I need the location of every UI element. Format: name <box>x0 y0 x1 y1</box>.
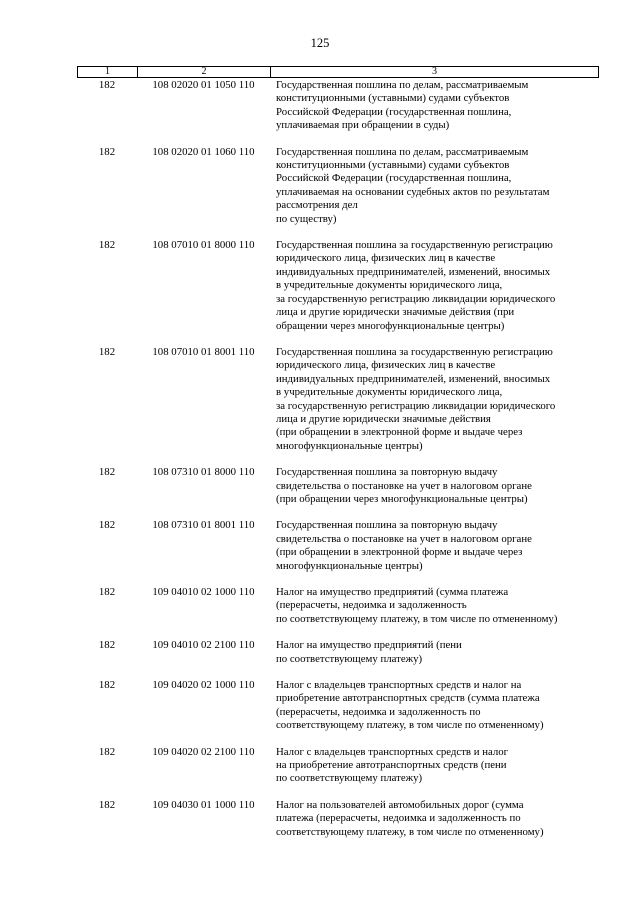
description-cell <box>270 519 599 573</box>
description-cell <box>270 466 599 506</box>
header-col-3: 3 <box>432 66 437 77</box>
description-line: Государственная пошлина по делам, рассматриваемым <box>276 145 529 158</box>
budget-code-cell: 108 07310 01 8000 110 <box>152 466 255 479</box>
admin-code-cell: 182 <box>98 639 116 652</box>
budget-code-cell: 109 04010 02 1000 110 <box>152 586 255 598</box>
description-line: Налог на имущество предприятий (сумма платежа <box>276 586 509 598</box>
description-line: Налог с владельцев транспортных средств и налог <box>276 745 509 758</box>
budget-code-cell: 108 07010 01 8000 110 <box>152 239 255 252</box>
description-line: уплачиваемая на основании судебных актов по результатам <box>276 185 550 198</box>
description-line: конституционными (уставными) судами субъектов <box>276 92 510 105</box>
description-line: (при обращении через многофункциональные центры) <box>276 492 528 505</box>
page-number: 125 <box>310 36 330 50</box>
table-row <box>77 799 599 839</box>
table-row <box>77 146 599 226</box>
description-line: (перерасчеты, недоимка и задолженность <box>276 599 467 612</box>
description-line: Государственная пошлина за повторную выдачу <box>276 519 498 532</box>
description-line: за государственную регистрацию ликвидации юридического <box>276 292 556 305</box>
table-row <box>77 466 599 506</box>
description-cell <box>270 239 599 333</box>
description-line: юридического лица, физических лиц в качестве <box>276 359 496 372</box>
admin-code-cell: 182 <box>98 679 116 692</box>
admin-code-cell: 182 <box>98 145 116 158</box>
description-line: по соответствующему платежу) <box>276 772 423 785</box>
table-header-row <box>77 66 599 78</box>
admin-code-cell: 182 <box>98 345 116 358</box>
description-line: рассмотрения дел <box>276 199 358 212</box>
budget-code-cell: 109 04010 02 2100 110 <box>152 639 255 652</box>
description-line: юридического лица, физических лиц в качестве <box>276 252 496 265</box>
description-line: Государственная пошлина по делам, рассматриваемым <box>276 79 529 91</box>
description-line: платежа (перерасчеты, недоимка и задолженность по <box>276 812 521 825</box>
description-line: свидетельства о постановке на учет в налоговом органе <box>276 532 532 545</box>
description-line: по существу) <box>276 212 337 225</box>
header-col-2: 2 <box>138 67 271 77</box>
description-line: Государственная пошлина за государственную регистрацию <box>276 345 553 358</box>
admin-code-cell: 182 <box>98 745 116 758</box>
description-line: соответствующему платежу, в том числе по отмененному) <box>276 825 544 838</box>
table-row <box>77 746 599 786</box>
description-line: Государственная пошлина за повторную выдачу <box>276 466 498 479</box>
description-line: Государственная пошлина за государственную регистрацию <box>276 239 553 252</box>
description-line: в учредительные документы юридического лица, <box>276 279 503 292</box>
description-line: в учредительные документы юридического лица, <box>276 386 503 399</box>
table-row <box>77 346 599 453</box>
description-line: по соответствующему платежу, в том числе по отмененному) <box>276 612 558 625</box>
description-line: свидетельства о постановке на учет в налоговом органе <box>276 479 532 492</box>
description-line: (перерасчеты, недоимка и задолженность по <box>276 705 481 718</box>
budget-code-cell: 109 04020 02 2100 110 <box>152 745 255 758</box>
description-line: приобретение автотранспортных средств (сумма платежа <box>276 692 540 705</box>
description-line: соответствующему платежу, в том числе по отмененному) <box>276 719 544 732</box>
description-cell <box>270 79 599 133</box>
description-line: по соответствующему платежу) <box>276 652 423 665</box>
description-line: многофункциональные центры) <box>276 439 423 452</box>
description-line: конституционными (уставными) судами субъектов <box>276 159 510 172</box>
description-cell <box>270 746 599 786</box>
description-line: многофункциональные центры) <box>276 559 423 572</box>
description-cell <box>270 679 599 733</box>
table-row <box>77 639 599 666</box>
header-col-1: 1 <box>78 67 138 77</box>
description-line: уплачиваемая при обращении в суды) <box>276 119 450 132</box>
description-line: (при обращении в электронной форме и выдаче через <box>276 426 523 439</box>
table-row <box>77 679 599 733</box>
admin-code-cell: 182 <box>98 239 116 252</box>
table-row <box>77 586 599 626</box>
description-cell <box>270 346 599 453</box>
description-line: Российской Федерации (государственная пошлина, <box>276 172 512 185</box>
description-cell <box>270 799 599 839</box>
description-line: Налог на пользователей автомобильных дорог (сумма <box>276 798 524 811</box>
table-row <box>77 519 599 573</box>
table-row <box>77 79 599 133</box>
description-line: индивидуальных предпринимателей, изменений, вносимых <box>276 372 551 385</box>
description-line: индивидуальных предпринимателей, изменений, вносимых <box>276 265 551 278</box>
description-line: Налог на имущество предприятий (пени <box>276 639 462 652</box>
description-line: Российской Федерации (государственная пошлина, <box>276 105 512 118</box>
description-line: за государственную регистрацию ликвидации юридического <box>276 399 556 412</box>
description-cell <box>270 639 599 666</box>
description-cell <box>270 586 599 626</box>
admin-code-cell: 182 <box>98 519 116 532</box>
description-line: (при обращении в электронной форме и выдаче через <box>276 546 523 559</box>
description-line: лица и другие юридически значимые действия <box>276 412 491 425</box>
admin-code-cell: 182 <box>98 79 116 91</box>
description-line: лица и другие юридически значимые действия (при <box>276 306 515 319</box>
budget-code-cell: 108 02020 01 1050 110 <box>152 79 255 91</box>
admin-code-cell: 182 <box>98 466 116 479</box>
admin-code-cell: 182 <box>98 586 116 598</box>
table-body <box>77 79 599 839</box>
description-line: обращении через многофункциональные центры) <box>276 319 505 332</box>
budget-code-cell: 108 02020 01 1060 110 <box>152 145 255 158</box>
budget-code-cell: 109 04030 01 1000 110 <box>152 798 255 811</box>
admin-code-cell: 182 <box>98 798 116 811</box>
budget-code-cell: 108 07010 01 8001 110 <box>152 345 255 358</box>
description-line: Налог с владельцев транспортных средств и налог на <box>276 679 522 692</box>
description-cell <box>270 146 599 226</box>
description-line: на приобретение автотранспортных средств (пени <box>276 759 507 772</box>
table-row <box>77 239 599 333</box>
budget-code-cell: 109 04020 02 1000 110 <box>152 679 255 692</box>
budget-code-cell: 108 07310 01 8001 110 <box>152 519 255 532</box>
